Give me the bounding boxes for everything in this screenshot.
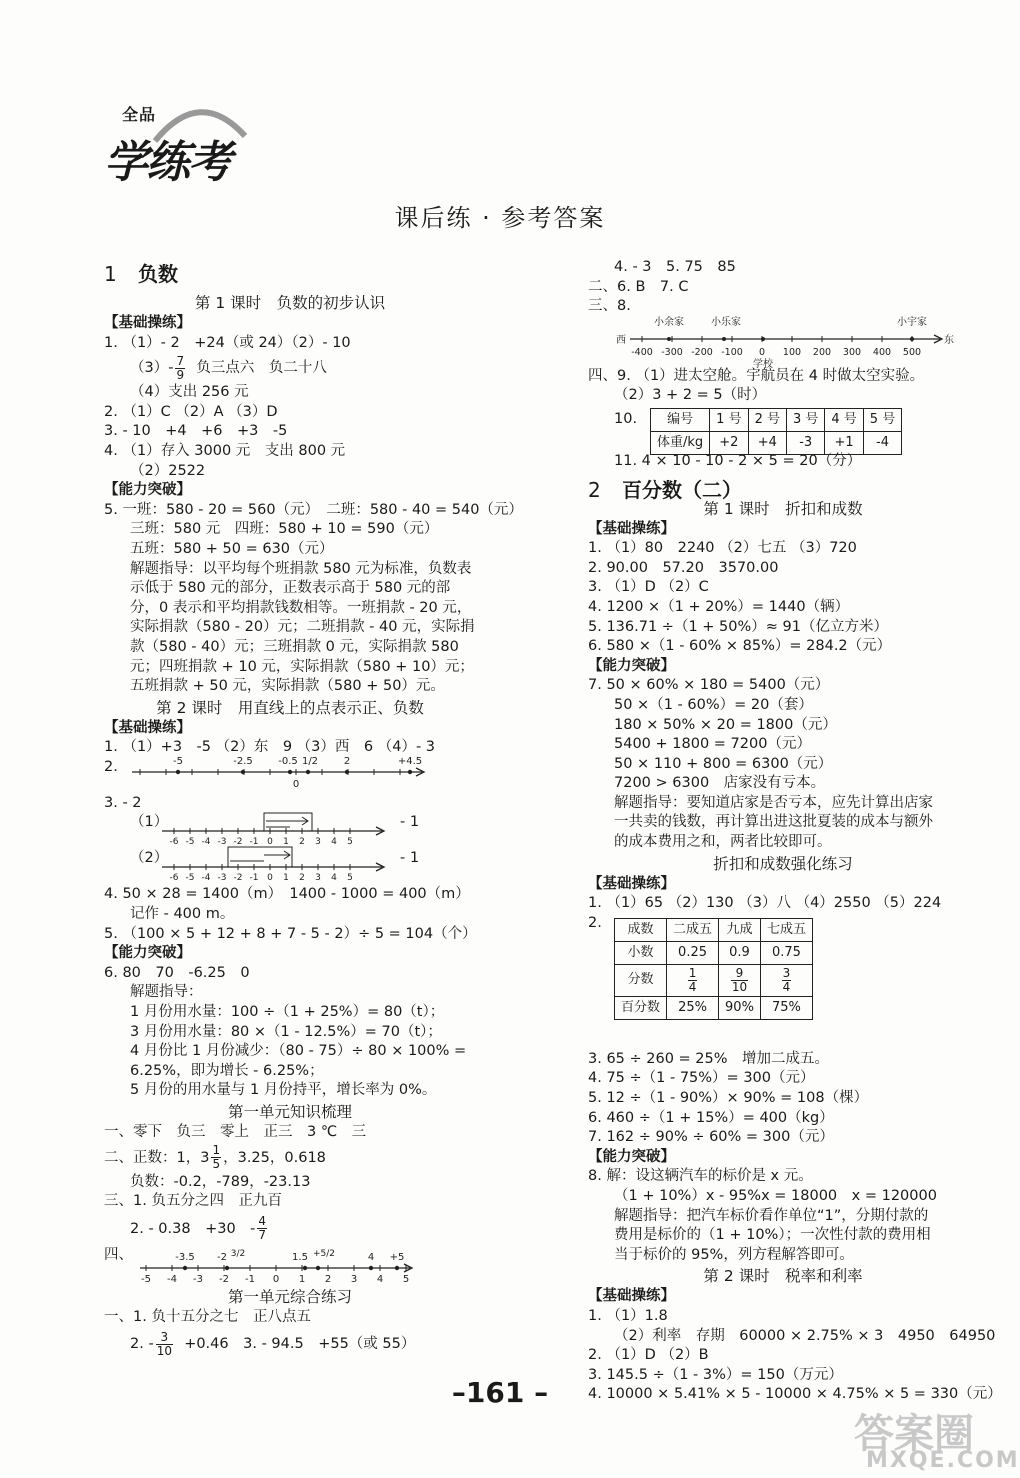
tick-label: -4 xyxy=(201,837,211,848)
table-cell: +2 xyxy=(710,431,748,454)
answer-line: 三、1. 负五分之四 正九百 xyxy=(104,1193,282,1210)
section-tag: 【基础操练】 xyxy=(588,1288,675,1305)
tick-label: 400 xyxy=(872,346,892,358)
tick-label: 4 xyxy=(331,837,337,848)
fraction: $\frac{9}{10}$ xyxy=(731,965,748,994)
answer-line: 6. 80 70 -6.25 0 xyxy=(104,964,250,981)
answer-line: 5. 12 ÷（1 - 90%）× 90% = 108（棵） xyxy=(588,1090,869,1107)
answer-line: 3. 65 ÷ 260 = 25% 增加二成五。 xyxy=(588,1050,830,1067)
unit-title: 第一单元综合练习 xyxy=(227,1287,352,1306)
section-tag: 【基础操练】 xyxy=(588,520,675,537)
tick-label: -4 xyxy=(167,1273,177,1285)
lesson-title: 第 2 课时 用直线上的点表示正、负数 xyxy=(156,698,424,717)
place-label: 小宇家 xyxy=(897,316,927,328)
tick-label: 500 xyxy=(902,346,922,358)
tick-label: -6 xyxy=(169,873,179,884)
answer-line: （3）- $\frac{7}{9}$ 负三点六 负二十八 xyxy=(130,353,327,382)
percent-table xyxy=(614,918,813,1020)
answer-line: 11. 4 × 10 - 10 - 2 × 5 = 20（分） xyxy=(614,452,862,469)
table-cell: 二成五 xyxy=(667,918,719,941)
logo-small-text: 全品 xyxy=(122,105,157,124)
answer-line: 2. （1）D （2）B xyxy=(588,1347,709,1364)
answer-line: 7. 50 × 60% × 180 = 5400（元） xyxy=(588,677,830,694)
chapter-heading: 2 百分数（二） xyxy=(588,477,742,502)
table-cell: 90% xyxy=(719,996,761,1019)
tick-label: -2.5 xyxy=(233,755,253,767)
answer-line: 1. （1）1.8 xyxy=(588,1307,668,1324)
watermark: 答案圈 xyxy=(854,1411,974,1457)
answer-line: 4. 75 ÷（1 - 75%）= 300（元） xyxy=(588,1070,815,1087)
answer-line xyxy=(588,316,954,370)
tick-label: 0 xyxy=(292,778,300,790)
left-column xyxy=(104,256,523,1361)
fraction: $\frac{4}{7}$ xyxy=(258,1214,267,1243)
answer-line: 3. （1）D （2）C xyxy=(588,579,709,596)
watermark-url: MXQE.COM xyxy=(866,1448,1020,1473)
answer-line: 2. （1）C （2）A （3）D xyxy=(104,403,278,420)
chapter-heading: 1 负数 xyxy=(104,262,178,286)
lesson-title: 折扣和成数强化练习 xyxy=(713,854,853,873)
answer-line: 4. 50 × 28 = 1400（m） 1400 - 1000 = 400（m） xyxy=(104,886,470,903)
tick-label: 4 xyxy=(376,1273,384,1285)
tick-label: 5 xyxy=(347,837,353,848)
tick-label: 0 xyxy=(758,346,766,358)
answer-line: 二、正数：1，3 $\frac{1}{5}$ ，3.25，0.618 xyxy=(104,1143,326,1172)
explanation: 解题指导：以平均每个班捐款 580 元为标准，负数表示低于 580 元的部分，正数表示高于 580 元的部分，0 表示和平均捐款钱数相等。一班捐款 - 20 元，实际捐款（580 - 20）元；二班捐款 - 40 元，实际捐款（580 - 40）元；三班捐款 0 元，实际捐款 580 元；四班捐款 + 10 元，实际捐款（580 + 10）元；五班捐款 + 50 元，实际捐款（580 + 50）元。 xyxy=(130,560,475,695)
answer-line: 三、8. xyxy=(588,298,631,315)
tick-label: -3 xyxy=(193,1273,203,1285)
answer-line: 4. 1200 ×（1 + 20%）= 1440（辆） xyxy=(588,598,850,615)
table-cell: 九成 xyxy=(719,918,761,941)
tick-label: -0.5 xyxy=(278,755,298,767)
tick-label: 200 xyxy=(812,346,832,358)
table-cell: 2 号 xyxy=(748,408,786,431)
place-label: 学校 xyxy=(753,358,773,370)
logo: 学练考 xyxy=(104,137,230,188)
tick-label: 1 xyxy=(283,873,289,884)
fraction: $\frac{1}{4}$ xyxy=(688,965,697,994)
tick-label: 0 xyxy=(267,873,273,884)
answer-line: 3. - 2 xyxy=(104,794,142,811)
answer-line: 1. （1）+3 -5 （2）东 9 （3）西 6 （4）- 3 xyxy=(104,739,436,756)
tick-label: 0 xyxy=(272,1273,280,1285)
tick-label: -2 xyxy=(219,1273,229,1285)
table-cell: 3 号 xyxy=(786,408,824,431)
tick-label: -5 xyxy=(185,873,195,884)
fraction: $\frac{3}{10}$ xyxy=(156,1329,172,1358)
answer-line: 2. 90.00 57.20 3570.00 xyxy=(588,559,779,576)
tick-label: -100 xyxy=(721,346,743,358)
tick-label: -200 xyxy=(691,346,713,358)
table-cell: 1 号 xyxy=(710,408,748,431)
tick-label: 1/2 xyxy=(301,755,319,767)
answer-line: 一、零下 负三 零上 正三 3 ℃ 三 xyxy=(104,1124,367,1140)
explanation: 解题指导：要知道店家是否亏本，应先计算出店家一共卖的钱数，再计算出进这批夏装的成本与额外的成本费用之和，两者比较即可。 xyxy=(614,794,933,851)
tick-label: 0 xyxy=(267,837,273,848)
table-cell: 成数 xyxy=(615,918,667,941)
tick-label: -4 xyxy=(201,873,211,884)
fraction: $\frac{7}{9}$ xyxy=(176,353,185,382)
tick-label: -6 xyxy=(169,837,179,848)
answer-line: 四、 -3.5 -2 3/2 1.5 +5/2 4 +5 -5 -4 -3 -2 -1 0 1 2 3 4 5 xyxy=(104,1246,476,1286)
tick-label: -3.5 xyxy=(175,1251,195,1263)
answer-line: （1） -6 -5 -4 -3 -2 -1 0 1 2 3 4 5 - 1 xyxy=(104,813,476,849)
tick-label: -300 xyxy=(661,346,683,358)
section-tag: 【能力突破】 xyxy=(104,482,191,499)
answer-line: 2. -5 -2.5 -0.5 1/2 2 +4.5 0 xyxy=(104,758,476,794)
answer-line: 三班：580 元 四班：580 + 10 = 590（元） xyxy=(130,521,439,538)
table-cell: 百分数 xyxy=(615,996,667,1019)
answer-line: （2） -6 -5 -4 -3 -2 -1 0 1 2 3 4 5 - 1 xyxy=(104,849,476,885)
table-cell: 0.9 xyxy=(719,941,761,964)
table-cell xyxy=(719,964,761,996)
table-cell: 编号 xyxy=(651,408,710,431)
tick-label: -5 xyxy=(141,1273,151,1285)
answer-line: 7200 > 6300 店家没有亏本。 xyxy=(614,775,826,792)
tick-label: 4 xyxy=(331,873,337,884)
section-tag: 【能力突破】 xyxy=(588,657,675,674)
table-cell: 5 号 xyxy=(863,408,901,431)
tick-label: 5 xyxy=(402,1273,410,1285)
tick-label: -2 xyxy=(217,1251,227,1263)
table-cell: 4 号 xyxy=(825,408,863,431)
table-cell: 75% xyxy=(760,996,812,1019)
section-tag: 【基础操练】 xyxy=(104,315,191,331)
answer-line: 2. - $\frac{3}{10}$ +0.46 3. - 94.5 +55（或 55） xyxy=(130,1329,416,1358)
tick-label: -2 xyxy=(233,873,243,884)
lesson-title: 第 1 课时 负数的初步认识 xyxy=(194,294,386,312)
answer-line: 5. 136.71 ÷（1 + 50%）≈ 91（亿立方米） xyxy=(588,618,888,635)
place-label: 小余家 xyxy=(654,316,684,328)
answer-line: 解题指导： xyxy=(130,984,203,1001)
tick-label: -1 xyxy=(249,873,259,884)
tick-label: -1 xyxy=(249,837,259,848)
tick-label: 2 xyxy=(299,873,305,884)
answer-line: 4. （1）存入 3000 元 支出 800 元 xyxy=(104,442,346,459)
tick-label: -3 xyxy=(217,837,227,848)
answer-line: （4）支出 256 元 xyxy=(130,384,249,401)
answer-line: 一、1. 负十五分之七 正八点五 xyxy=(104,1308,311,1325)
tick-label: 2 xyxy=(299,837,305,848)
answer-line: 四、9. （1）进太空舱。宇航员在 4 时做太空实验。 xyxy=(588,367,925,384)
table-cell xyxy=(760,964,812,996)
tick-label: -1 xyxy=(245,1273,255,1285)
weight-table xyxy=(650,408,902,455)
section-tag: 【基础操练】 xyxy=(104,719,191,736)
table-cell xyxy=(667,964,719,996)
answer-line: 负数：-0.2，-789，-23.13 xyxy=(130,1173,311,1190)
tick-label: -5 xyxy=(185,837,195,848)
fraction: $\frac{1}{5}$ xyxy=(212,1143,221,1172)
answer-line: 50 ×（1 - 60%）= 20（套） xyxy=(614,696,813,713)
tick-label: 3 xyxy=(350,1273,358,1285)
answer-line: 1 月份用水量：100 ÷（1 + 25%）= 80（t）； xyxy=(130,1004,445,1021)
answer-line: 4. - 3 5. 75 85 xyxy=(614,259,736,275)
table-cell: 体重/kg xyxy=(651,431,710,454)
direction-east: 东 xyxy=(944,334,954,346)
tick-label: 5 xyxy=(347,873,353,884)
tick-label: 3 xyxy=(315,837,321,848)
section-tag: 【能力突破】 xyxy=(588,1148,675,1165)
answer-line: 7. 162 ÷ 90% ÷ 60% = 300（元） xyxy=(588,1129,834,1146)
right-column xyxy=(588,258,1002,1405)
tick-label: 100 xyxy=(782,346,802,358)
table-cell: 25% xyxy=(667,996,719,1019)
answer-line: 3. - 10 +4 +6 +3 -5 xyxy=(104,423,288,440)
answer-line: 1. （1）65 （2）130 （3）八 （4）2550 （5）224 xyxy=(588,895,942,912)
section-tag: 【能力突破】 xyxy=(104,945,191,962)
tick-label: 300 xyxy=(842,346,862,358)
table-cell: 分数 xyxy=(615,964,667,996)
number-line-3 xyxy=(138,1242,418,1288)
lesson-title: 第 1 课时 折扣和成数 xyxy=(703,499,863,518)
answer-line: （2）3 + 2 = 5（时） xyxy=(614,387,767,404)
answer-line: 5 月份的用水量与 1 月份持平，增长率为 0%。 xyxy=(130,1082,437,1099)
unit-title: 第一单元知识梳理 xyxy=(227,1103,352,1121)
direction-west: 西 xyxy=(616,334,626,346)
answer-line: 6.25%，即为增长 - 6.25%； xyxy=(130,1062,324,1079)
tick-label: 3/2 xyxy=(230,1248,246,1259)
tick-label: +5 xyxy=(389,1251,405,1263)
answer-line: 4 月份比 1 月份减少：（80 - 75）÷ 80 × 100% = xyxy=(130,1043,467,1060)
answer-line: 6. 580 ×（1 - 60% × 85%）= 284.2（元） xyxy=(588,638,892,655)
answer-line: （1 + 10%）x - 95%x = 18000 x = 120000 xyxy=(614,1188,937,1204)
answer-line: （2）利率 存期 60000 × 2.75% × 3 4950 64950 xyxy=(614,1327,996,1344)
tick-label: 1 xyxy=(283,837,289,848)
answer-line: 4. 10000 × 5.41% × 5 - 10000 × 4.75% × 5 = 330（元） xyxy=(588,1386,1002,1403)
table-cell: 小数 xyxy=(615,941,667,964)
answer-line: 二、6. B 7. C xyxy=(588,278,689,295)
answer-line: 3. 145.5 ÷（1 - 3%）= 150（万元） xyxy=(588,1366,843,1383)
table-cell: 0.25 xyxy=(667,941,719,964)
answer-line: 5. （100 × 5 + 12 + 8 + 7 - 5 - 2）÷ 5 = 104（个） xyxy=(104,925,477,942)
number-line xyxy=(130,754,430,794)
answer-line: 5400 + 1800 = 7200（元） xyxy=(614,736,811,753)
tick-label: 2 xyxy=(343,755,351,767)
table-cell: -3 xyxy=(786,431,824,454)
table-cell: +1 xyxy=(825,431,863,454)
page-title: 课后练 · 参考答案 xyxy=(394,204,606,232)
page-number: –161 – xyxy=(451,1376,549,1409)
answer-line: 10. 编号 1 号 2 号 3 号 4 号 5 号 体重/kg +2 +4 -3 +1 -4 xyxy=(588,406,938,452)
answer-line: 6. 460 ÷（1 + 15%）= 400（kg） xyxy=(588,1109,834,1126)
answer-line: 五班：580 + 50 = 630（元） xyxy=(130,540,334,557)
answer-line: 1. （1）- 2 +24（或 24）（2）- 10 xyxy=(104,334,351,351)
number-line-4 xyxy=(614,313,954,371)
table-cell: 七成五 xyxy=(760,918,812,941)
tick-label: 4 xyxy=(367,1251,375,1263)
tick-label: 1.5 xyxy=(292,1251,308,1263)
tick-label: -3 xyxy=(217,873,227,884)
answer-line: 1. （1）80 2240 （2）七五 （3）720 xyxy=(588,540,857,557)
section-tag: 【基础操练】 xyxy=(588,875,675,892)
answer-line: 2. 成数 二成五 九成 七成五 小数 0.25 0.9 0.75 分数 $\frac{1}{4}$ $\frac{9}{10}$ $\frac{3}{4}$ 百分数 25% 90% 75% xyxy=(588,914,938,1050)
place-label: 小乐家 xyxy=(711,316,741,328)
number-line-2 xyxy=(160,843,390,885)
answer-line: （2）2522 xyxy=(130,462,206,479)
explanation: 解题指导：把汽车标价看作单位“1”，分期付款的费用是标价的（1 + 10%）；一次性付款的费用相当于标价的 95%，列方程解答即可。 xyxy=(614,1207,931,1263)
tick-label: 2 xyxy=(324,1273,332,1285)
answer-line: 50 × 110 + 800 = 6300（元） xyxy=(614,755,833,772)
tick-label: +5/2 xyxy=(312,1248,336,1259)
lesson-title: 第 2 课时 税率和利率 xyxy=(703,1267,863,1286)
answer-line: 8. 解：设这辆汽车的标价是 x 元。 xyxy=(588,1168,813,1185)
tick-label: -400 xyxy=(631,346,653,358)
answer-line: 2. - 0.38 +30 - $\frac{4}{7}$ xyxy=(130,1214,267,1243)
answer-line: 180 × 50% × 20 = 1800（元） xyxy=(614,716,837,733)
answer-line: 3 月份用水量：80 ×（1 - 12.5%）= 70（t）； xyxy=(130,1023,442,1040)
tick-label: 3 xyxy=(315,873,321,884)
fraction: $\frac{3}{4}$ xyxy=(782,965,791,994)
table-cell: -4 xyxy=(863,431,901,454)
table-cell: +4 xyxy=(748,431,786,454)
tick-label: -2 xyxy=(233,837,243,848)
answer-line: 记作 - 400 m。 xyxy=(130,906,235,923)
tick-label: +4.5 xyxy=(397,755,423,767)
tick-label: -5 xyxy=(173,755,183,767)
answer-line: 5. 一班：580 - 20 = 560（元） 二班：580 - 40 = 540（元） xyxy=(104,501,523,518)
tick-label: 1 xyxy=(298,1273,306,1285)
table-cell: 0.75 xyxy=(760,941,812,964)
